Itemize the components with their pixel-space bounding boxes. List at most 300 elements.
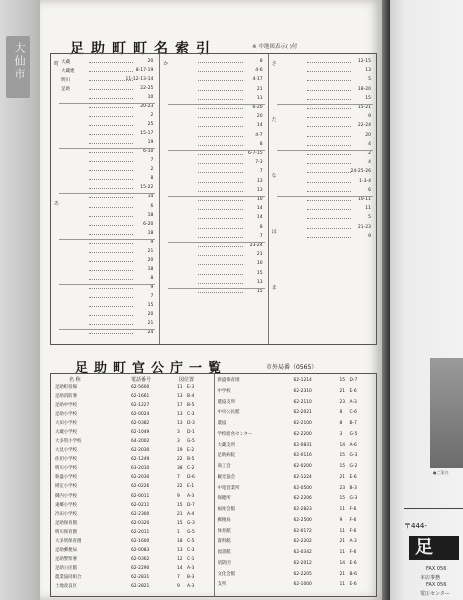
index-entry-page: 11-12-13-14 xyxy=(125,77,154,83)
map-grid: D-6 xyxy=(187,475,195,481)
directory-row xyxy=(214,506,377,513)
row-separator xyxy=(59,239,155,240)
phone-number: 62-2823 xyxy=(293,507,312,512)
postal-code: 〒444- xyxy=(404,522,427,530)
index-kana-heading: な xyxy=(271,173,277,179)
directory-row xyxy=(214,420,377,427)
index-entry-page: 20 xyxy=(147,257,154,263)
leader-dots xyxy=(89,98,133,99)
index-entry-page: 23-24 xyxy=(249,243,263,248)
map-page: 21 xyxy=(339,474,346,480)
map-page: 11 xyxy=(339,550,346,555)
office-name: 明川保育園 xyxy=(55,529,77,535)
index-entry-page: 11 xyxy=(256,95,263,101)
directory-row xyxy=(214,485,377,492)
office-name: 足助警察署 xyxy=(55,556,77,562)
leader-dots xyxy=(198,172,242,173)
map-grid: D-1 xyxy=(187,430,195,436)
directory-header: 電話番号 xyxy=(131,377,152,383)
index-entry-page: 4-6 xyxy=(255,68,263,74)
index-entry xyxy=(279,169,371,178)
leader-dots xyxy=(198,228,242,229)
index-entry xyxy=(279,160,371,169)
map-page: 1 xyxy=(177,529,180,535)
index-entry-page: 9 xyxy=(150,284,154,290)
map-page: 9 xyxy=(177,583,180,589)
index-entry xyxy=(61,86,153,95)
row-separator xyxy=(168,288,264,289)
index-kana-heading: ま xyxy=(271,285,277,291)
index-entry-page: 15 xyxy=(256,270,263,276)
map-grid: B-3 xyxy=(187,574,195,580)
index-entry xyxy=(61,77,153,86)
index-entry-page: 19 xyxy=(147,140,154,146)
leader-dots xyxy=(89,324,133,325)
leader-dots xyxy=(198,117,242,118)
leader-dots xyxy=(307,172,351,173)
leader-dots xyxy=(307,228,351,229)
directory-header: 名 称 xyxy=(69,377,81,383)
index-entry xyxy=(61,59,153,68)
office-name: 足助公民館 xyxy=(55,565,77,571)
index-entry-page: 10-11 xyxy=(357,197,371,202)
directory-row xyxy=(51,556,214,563)
map-page: 15 xyxy=(339,496,346,502)
directory-row xyxy=(214,517,377,524)
phone-number: 62-0011 xyxy=(131,493,150,499)
index-entry xyxy=(170,243,262,252)
office-name: 足助消防署 xyxy=(55,394,77,400)
leader-dots xyxy=(89,89,133,90)
map-grid: A-3 xyxy=(187,583,195,589)
office-name: 資料館 xyxy=(217,539,231,545)
index-column xyxy=(159,54,268,344)
index-entry-page: 7 xyxy=(150,158,154,164)
map-grid: D-7 xyxy=(187,502,195,508)
directory-row xyxy=(214,581,377,588)
map-page: 17 xyxy=(177,403,183,409)
office-name: 保健所 xyxy=(217,496,231,502)
phone-number: 62-2012 xyxy=(293,560,312,566)
directory-row xyxy=(214,495,377,502)
map-page: 11 xyxy=(339,582,346,588)
photo-caption: ●ご案内 xyxy=(433,470,449,475)
index-entry-page: 20 xyxy=(147,311,154,317)
phone-number: 62-2831 xyxy=(131,574,150,580)
row-separator xyxy=(277,196,373,197)
office-name: 農業協同組合 xyxy=(55,574,82,580)
index-entry xyxy=(279,179,371,188)
index-entry-page: 20-23 xyxy=(140,104,154,110)
index-entry-page: 7-3 xyxy=(255,160,263,166)
map-page: 7 xyxy=(177,475,180,481)
leader-dots xyxy=(307,200,351,201)
map-page: 3 xyxy=(177,430,180,436)
index-entry-page: 22-24 xyxy=(357,123,371,129)
directory-row xyxy=(214,431,377,438)
map-page: 15 xyxy=(339,453,346,459)
logo-text: 足 xyxy=(415,537,433,558)
index-kana-heading: さ xyxy=(271,61,277,67)
index-entry-page: 21 xyxy=(256,252,263,258)
map-grid: B-3 xyxy=(349,485,357,491)
office-name: 佐切小学校 xyxy=(55,457,77,463)
leader-dots xyxy=(89,170,133,171)
index-entry-page: 6-20 xyxy=(252,105,263,110)
leader-dots xyxy=(307,62,351,63)
leader-dots xyxy=(198,191,242,192)
index-entry-page: 13 xyxy=(256,187,263,193)
office-name: 農協支所 xyxy=(217,399,236,405)
index-entry-page: 10 xyxy=(256,261,263,267)
map-page: 9 xyxy=(177,493,180,499)
office-name: 冷田小学校 xyxy=(55,511,77,517)
index-entry-page: 21 xyxy=(147,320,154,326)
leader-dots xyxy=(198,99,242,100)
phone-number: 62-0200 xyxy=(293,464,312,469)
index-entry-page: 1-3-4 xyxy=(359,178,371,184)
map-grid: F-6 xyxy=(349,517,357,523)
office-name: 新盛小学校 xyxy=(55,475,77,481)
phone-number: 62-1661 xyxy=(131,394,150,400)
index-entry xyxy=(279,215,371,224)
map-grid: A-6 xyxy=(349,442,357,448)
directory-row xyxy=(214,442,377,449)
index-entry xyxy=(170,169,262,178)
phone-number: 62-2202 xyxy=(293,539,312,545)
index-entry xyxy=(170,215,262,224)
leader-dots xyxy=(89,243,133,244)
leader-dots xyxy=(307,209,351,210)
index-entry-name: 大蔵 xyxy=(61,60,70,65)
directory-row xyxy=(214,463,377,470)
index-entry-page: 10 xyxy=(147,95,154,101)
directory-row xyxy=(51,483,214,490)
map-page: 22 xyxy=(177,484,183,490)
index-entry xyxy=(61,285,153,294)
index-title: 足助町町名索引 xyxy=(70,41,217,57)
office-name: 足助町役場 xyxy=(55,385,77,390)
index-kana-heading: は xyxy=(271,229,277,235)
index-entry-page: 15 xyxy=(256,289,263,294)
index-entry xyxy=(279,87,371,96)
index-entry-page: 15 xyxy=(147,302,154,308)
map-grid: E-6 xyxy=(349,388,357,394)
index-entry-page: 15-22 xyxy=(140,185,154,191)
book-spine xyxy=(382,0,390,600)
index-entry-page: 13 xyxy=(256,178,263,184)
leader-dots xyxy=(307,71,351,72)
office-name: 福祉会館 xyxy=(217,507,236,512)
right-page-line: 電圧センター xyxy=(420,591,450,597)
area-code-note: 市外局番（0565） xyxy=(266,364,318,371)
leader-dots xyxy=(198,80,242,81)
directory-row xyxy=(214,538,377,545)
map-page: 13 xyxy=(177,547,183,553)
leader-dots xyxy=(89,315,133,316)
index-entry xyxy=(170,179,262,188)
directory-title: 足助町官公庁一覧 xyxy=(75,361,228,376)
index-entry-page: 21 xyxy=(147,248,154,254)
map-grid: E-3 xyxy=(187,385,195,390)
index-entry-page: 8 xyxy=(259,59,263,64)
directory-row xyxy=(51,429,214,436)
directory-row xyxy=(51,565,214,572)
directory-row xyxy=(51,438,214,445)
index-table xyxy=(50,53,377,345)
index-entry-page: 8 xyxy=(150,176,154,182)
phone-number: 62-2110 xyxy=(293,399,312,405)
index-entry-page: 4 xyxy=(368,141,371,147)
directory-row xyxy=(214,409,377,416)
index-entry-page: 9 xyxy=(368,233,371,239)
leader-dots xyxy=(198,145,242,146)
index-entry xyxy=(170,59,262,68)
leader-dots xyxy=(89,107,133,108)
map-grid: C-2 xyxy=(187,466,195,472)
office-name: 体育館 xyxy=(217,528,231,534)
index-kana-heading: 町 xyxy=(54,61,60,67)
leader-dots xyxy=(307,163,351,164)
map-grid: A-3 xyxy=(187,493,195,499)
row-separator xyxy=(168,242,264,243)
index-entry-page: 13 xyxy=(256,279,263,285)
index-entry-page: 14 xyxy=(256,206,263,212)
office-name: 新盛保育園 xyxy=(217,378,240,383)
index-entry-name: 足助 xyxy=(61,87,70,93)
directory-row xyxy=(51,456,214,463)
index-entry-page: 18-20 xyxy=(357,86,371,92)
phone-number: 62-1227 xyxy=(131,403,150,409)
index-entry-page: 4-17 xyxy=(252,77,263,83)
index-entry xyxy=(279,123,371,132)
map-page: 13 xyxy=(177,421,183,427)
index-entry-page: 8 xyxy=(259,224,263,230)
map-grid: G-2 xyxy=(349,464,358,469)
office-name: 明川小学校 xyxy=(55,466,77,472)
index-entry xyxy=(61,122,153,131)
leader-dots xyxy=(89,71,133,72)
map-page: 14 xyxy=(339,560,346,566)
office-name: 農協 xyxy=(217,421,227,426)
map-page: 8 xyxy=(339,410,343,416)
phone-number: 62-2500 xyxy=(293,517,312,523)
index-entry xyxy=(61,249,153,258)
index-entry-page: 25 xyxy=(147,122,154,128)
index-entry xyxy=(170,225,262,234)
directory-row xyxy=(214,549,377,556)
row-separator xyxy=(59,329,155,330)
map-grid: C-6 xyxy=(349,410,357,416)
index-entry xyxy=(170,252,262,261)
leader-dots xyxy=(198,62,242,63)
map-grid: B-7 xyxy=(349,421,357,426)
map-page: 3 xyxy=(177,439,180,445)
office-name: 大蔵小学校 xyxy=(55,430,77,436)
index-entry-page: 14 xyxy=(256,123,263,129)
leader-dots xyxy=(198,274,242,275)
index-entry-page: 22-25 xyxy=(140,86,154,92)
phone-number: 62-0172 xyxy=(293,528,312,534)
directory-column xyxy=(214,374,377,596)
leader-dots xyxy=(307,108,351,109)
map-grid: F-6 xyxy=(349,528,357,534)
office-name: 大蔵支所 xyxy=(217,442,236,448)
index-entry-page: 9 xyxy=(150,239,154,245)
office-name: 郵便局 xyxy=(217,517,231,523)
index-entry-name: 明川 xyxy=(61,78,70,84)
phone-number: 62-2030 xyxy=(131,475,150,481)
phone-number: 62-1224 xyxy=(293,474,312,480)
phone-number: 63-2010 xyxy=(131,466,150,472)
map-grid: E-1 xyxy=(187,484,195,490)
map-page: 8 xyxy=(339,421,343,426)
map-grid: B-6 xyxy=(349,571,357,577)
index-entry-page: 13 xyxy=(365,68,371,74)
phone-number: 62-1600 xyxy=(131,538,150,544)
leader-dots xyxy=(89,197,133,198)
index-entry-page: 8-17-19 xyxy=(135,68,154,74)
directory-row xyxy=(51,447,214,454)
directory-row xyxy=(51,547,214,554)
directory-row xyxy=(51,393,214,400)
index-entry xyxy=(170,160,262,169)
row-separator xyxy=(168,196,264,197)
index-entry xyxy=(61,240,153,249)
row-separator xyxy=(168,104,264,105)
phone-number: 62-1249 xyxy=(131,457,150,463)
index-entry xyxy=(279,133,371,142)
map-grid: E-6 xyxy=(349,560,357,566)
map-grid: C-3 xyxy=(187,547,195,553)
leader-dots xyxy=(198,292,242,293)
directory-row xyxy=(51,493,214,500)
index-column xyxy=(51,54,159,344)
index-entry xyxy=(279,234,371,243)
leader-dots xyxy=(89,216,133,217)
index-entry-page: 4 xyxy=(368,160,371,166)
index-entry-page: 7 xyxy=(150,293,154,299)
index-entry-page: 9 xyxy=(368,114,371,120)
leader-dots xyxy=(89,297,133,298)
leader-dots xyxy=(198,218,242,219)
index-entry xyxy=(61,222,153,231)
leader-dots xyxy=(307,117,351,118)
leader-dots xyxy=(198,237,242,238)
index-entry xyxy=(170,114,262,123)
index-entry-page: 8 xyxy=(259,141,263,147)
map-page: 14 xyxy=(177,565,183,571)
office-name: 御内小学校 xyxy=(55,493,77,499)
index-entry-page: 7 xyxy=(259,233,263,239)
index-entry xyxy=(61,267,153,276)
map-grid: G-3 xyxy=(349,496,358,502)
index-entry xyxy=(61,213,153,222)
directory-row xyxy=(214,377,377,384)
office-name: 則定小学校 xyxy=(55,484,77,490)
office-name: 中央公民館 xyxy=(217,410,240,416)
leader-dots xyxy=(89,225,133,226)
leader-dots xyxy=(198,255,242,256)
leader-dots xyxy=(198,90,242,91)
leader-dots xyxy=(198,200,242,201)
index-entry xyxy=(61,330,153,339)
index-entry-page: 14 xyxy=(256,215,263,221)
map-page: 7 xyxy=(177,574,180,580)
phone-number: 62-0226 xyxy=(131,484,150,490)
index-entry-page: 2 xyxy=(150,167,154,173)
map-page: 15 xyxy=(339,464,346,469)
phone-number: 62-2011 xyxy=(131,529,150,535)
index-entry xyxy=(61,258,153,267)
map-page: 3 xyxy=(339,431,343,437)
map-page: 9 xyxy=(339,517,343,523)
index-entry xyxy=(279,68,371,77)
index-entry-page: 6 xyxy=(150,203,154,209)
office-name: 土地改良区 xyxy=(55,583,77,589)
index-entry xyxy=(61,204,153,213)
index-entry xyxy=(279,206,371,215)
directory-row xyxy=(214,528,377,535)
index-entry xyxy=(61,158,153,167)
map-page: 21 xyxy=(177,511,183,517)
phone-number: 62-2205 xyxy=(293,571,312,577)
phone-number: 62-2300 xyxy=(131,511,150,517)
leader-dots xyxy=(198,246,242,247)
index-entry xyxy=(170,261,262,270)
leader-dots xyxy=(89,143,133,144)
map-grid: G-5 xyxy=(349,431,358,437)
index-entry-page: 2 xyxy=(368,151,371,156)
map-grid: B-5 xyxy=(187,403,195,409)
index-entry xyxy=(170,151,262,160)
phone-number: 62-0500 xyxy=(293,485,312,491)
map-grid: A-4 xyxy=(187,511,195,517)
index-entry-page: 18 xyxy=(147,266,154,272)
map-page: 13 xyxy=(177,394,183,400)
index-entry-page: 6-7-15 xyxy=(247,151,263,156)
directory-header: 図位置 xyxy=(179,377,195,383)
office-name: 図書館 xyxy=(217,550,231,555)
directory-row xyxy=(51,574,214,581)
index-entry xyxy=(61,104,153,113)
map-page: 13 xyxy=(177,412,183,418)
leader-dots xyxy=(307,154,351,155)
leader-dots xyxy=(89,252,133,253)
leader-dots xyxy=(198,108,242,109)
index-entry-page: 10 xyxy=(256,197,263,202)
phone-number: 62-0320 xyxy=(131,520,150,526)
office-name: 大田小学校 xyxy=(55,421,77,427)
leader-dots xyxy=(307,90,351,91)
index-kana-heading: か xyxy=(163,61,169,67)
leader-dots xyxy=(89,270,133,271)
map-grid: G-3 xyxy=(349,453,358,459)
phone-number: 62-5600 xyxy=(131,385,150,390)
leader-dots xyxy=(198,283,242,284)
map-page: 11 xyxy=(339,528,346,534)
index-column xyxy=(268,54,377,344)
directory-row xyxy=(51,538,214,545)
index-entry-page: 14 xyxy=(147,194,154,200)
index-entry-page: 7 xyxy=(259,169,263,175)
index-entry-page: 5 xyxy=(368,77,371,83)
map-grid: B-4 xyxy=(187,394,195,400)
directory-row xyxy=(51,474,214,481)
map-page: 15 xyxy=(177,520,183,526)
leader-dots xyxy=(198,126,242,127)
row-separator xyxy=(59,103,155,104)
